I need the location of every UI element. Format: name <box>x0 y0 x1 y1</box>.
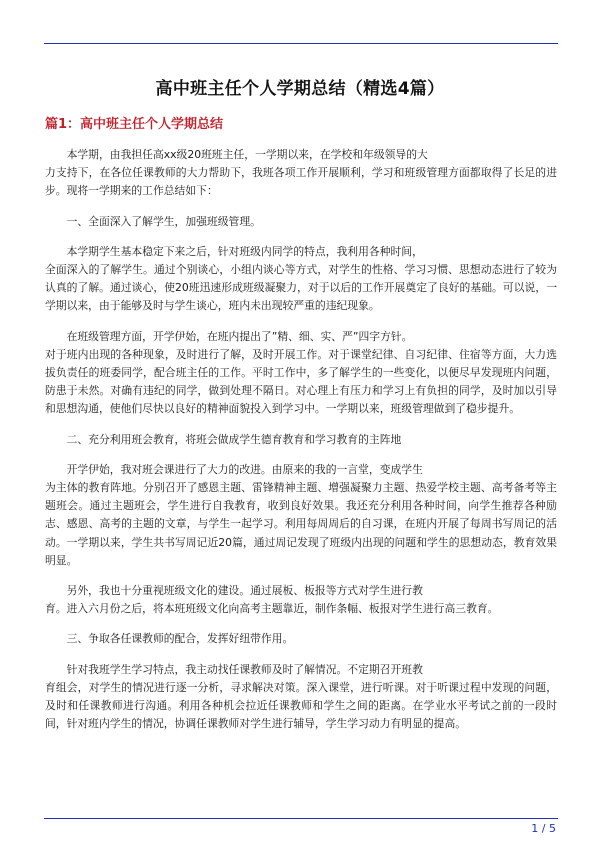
document-body <box>45 146 557 745</box>
paragraph-heading-3: 三、争取各任课教师的配合，发挥好纽带作用。 <box>45 632 294 646</box>
paragraph-understanding-students: 本学期学生基本稳定下来之后，针对班级内同学的特点，我利用各种时间， 全面深入的了解学生。通过个别谈心，小组内谈心等方式，对学生的性格、学习习惯、思想动态进行了较为认真的了解。通过谈心，使20班迅速形成班级凝聚力，对于以后的工作开展奠定了良好的基础。可以说，一学期以来，由于能够及时与学生谈心，班内未出现较严重的违纪现象。 <box>45 244 557 313</box>
paragraph-teacher-cooperation: 针对我班学生学习特点，我主动找任课教师及时了解情况。不定期召开班教 育组会，对学生的情况进行逐一分析，寻求解决对策。深入课堂，进行听课。对于听课过程中发现的问题，及时和任课教师进行沟通。利用各种机会拉近任课教师和学生之间的距离。在学业水平考试之前的一段时间，针对班内学生的情况，协调任课教师对学生进行辅导，学生学习动力有明显的提高。 <box>45 662 557 731</box>
paragraph-class-management: 在班级管理方面，开学伊始，在班内提出了”精、细、实、严”四字方针。 对于班内出现的各种现象，及时进行了解，及时开展工作。对于课堂纪律、自习纪律、住宿等方面，大力选拔负责任的班委同学，配合班主任的工作。平时工作中，多了解学生的一些变化，以便尽早发现班内问题，防患于未然。对确有违纪的同学，做到处理不隔日。对心理上有压力和学习上有负担的同学，及时加以引导和思想沟通，使他们尽快以良好的精神面貌投入到学习中。一学期以来，班级管理做到了稳步提升。 <box>45 329 557 416</box>
section-heading: 篇1：高中班主任个人学期总结 <box>45 117 224 132</box>
paragraph-heading-2: 二、充分利用班会教育，将班会做成学生德育教育和学习教育的主阵地 <box>45 432 402 446</box>
paragraph-intro: 本学期，由我担任高xx级20班班主任，一学期以来，在学校和年级领导的大 力支持下，在各位任课教师的大力帮助下，我班各项工作开展顺利，学习和班级管理方面都取得了长足的进步。现将一学期来的工作总结如下： <box>45 148 557 198</box>
document-title: 高中班主任个人学期总结（精选4篇） <box>155 79 445 99</box>
page-number: 1 / 5 <box>531 822 556 835</box>
footer-rule <box>44 818 558 819</box>
paragraph-class-meetings: 开学伊始，我对班会课进行了大力的改进。由原来的我的一言堂，变成学生 为主体的教育阵地。分别召开了感恩主题、雷锋精神主题、增强凝聚力主题、热爱学校主题、高考备考等主题班会。通过主题班会，学生进行自我教育，收到良好效果。我还充分利用各种时间，向学生推荐各种励志、感恩、高考的主题的文章，与学生一起学习。利用每周周后的自习课，在班内开展了每周书写周记的活动。一学期以来，学生共书写周记近20篇，通过周记发现了班级内出现的问题和学生的思想动态，教育效果明显。 <box>45 462 557 567</box>
header-rule <box>44 43 558 44</box>
paragraph-class-culture: 另外，我也十分重视班级文化的建设。通过展板、板报等方式对学生进行教 育。进入六月份之后，将本班班级文化向高考主题靠近，制作条幅、板报对学生进行高三教育。 <box>45 584 499 616</box>
paragraph-heading-1: 一、全面深入了解学生，加强班级管理。 <box>45 214 261 228</box>
